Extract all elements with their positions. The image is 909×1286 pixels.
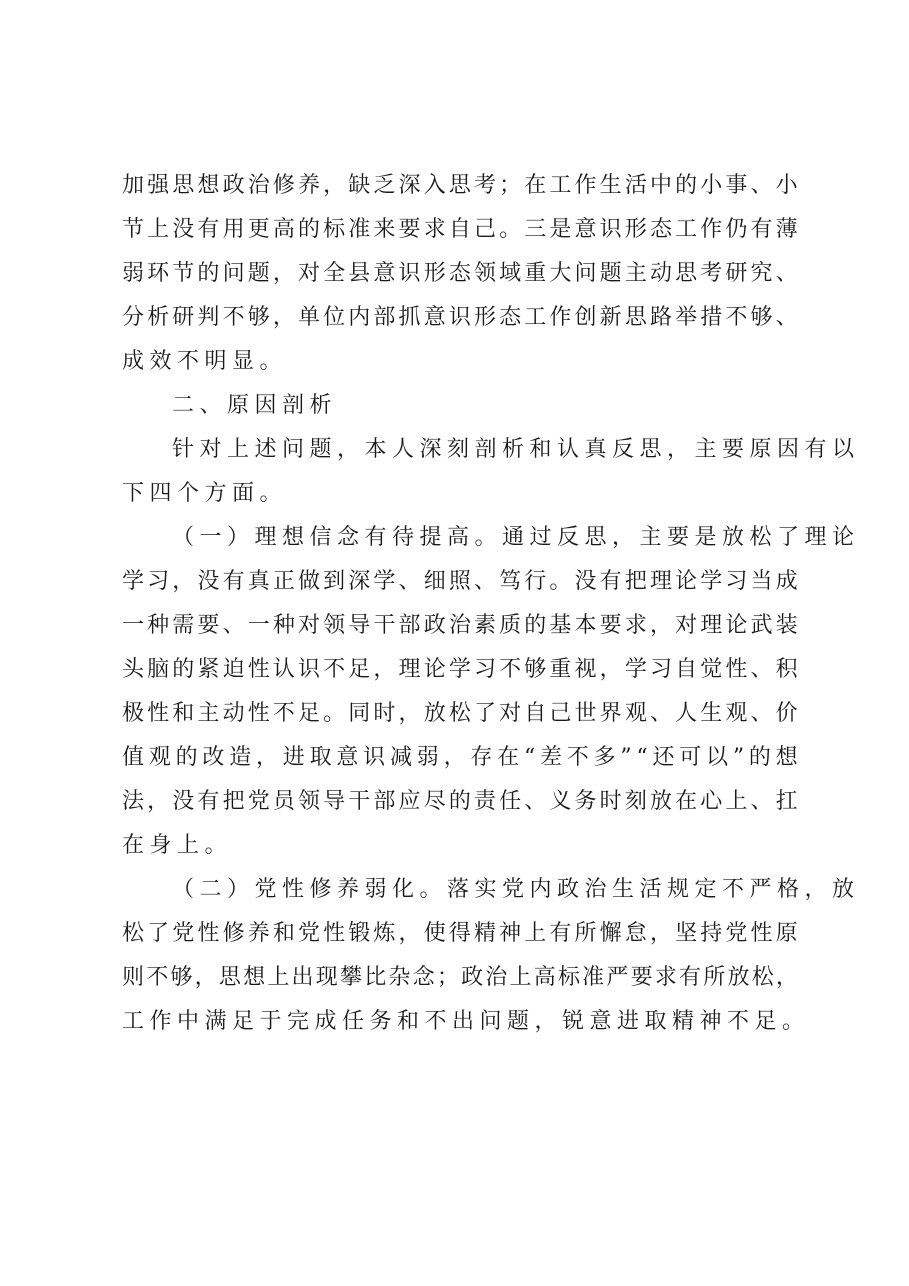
text-line-14: 值 观 的 改 造 ， 进 取 意 识 减 弱 ， 存 在 “ 差 不 多 ” “ 还 可 以 ” 的 想 <box>122 745 798 770</box>
text-line-16: 在身上。 <box>122 833 233 858</box>
text-line-11: 一 种 需 要 、 一 种 对 领 导 干 部 政 治 素 质 的 基 本 要 求 ， 对 理 论 武 装 <box>122 613 798 638</box>
text-line-4: 分 析 研 判 不 够 ， 单 位 内 部 抓 意 识 形 态 工 作 创 新 思 路 举 措 不 够 、 <box>122 305 798 330</box>
text-line-12: 头 脑 的 紧 迫 性 认 识 不 足 ， 理 论 学 习 不 够 重 视 ， 学 习 自 觉 性 、 积 <box>122 657 798 682</box>
text-line-8: 下四个方面。 <box>122 481 288 506</box>
section-heading: 二、原因剖析 <box>172 393 338 418</box>
text-line-20: 工作中满足于完成任务和不出问题，锐意进取精神不足。 <box>122 1009 810 1034</box>
text-line-13: 极 性 和 主 动 性 不 足 。 同 时 ， 放 松 了 对 自 己 世 界 观 、 人 生 观 、 价 <box>122 701 798 726</box>
text-line-7: 针对上述问题，本人深刻剖析和认真反思，主要原因有以 <box>172 437 860 462</box>
subsection-2-first-line: （二）党性修养弱化。落实党内政治生活规定不严格，放 <box>172 877 860 902</box>
text-line-3: 弱 环 节 的 问 题 ， 对 全 县 意 识 形 态 领 域 重 大 问 题 主 动 思 考 研 究 、 <box>122 261 798 286</box>
text-line-5: 成效不明显。 <box>122 349 288 374</box>
text-line-18: 松 了 党 性 修 养 和 党 性 锻 炼 ， 使 得 精 神 上 有 所 懈 怠 ， 坚 持 党 性 原 <box>122 921 798 946</box>
text-line-15: 法 ， 没 有 把 党 员 领 导 干 部 应 尽 的 责 任 、 义 务 时 刻 放 在 心 上 、 扛 <box>122 789 798 814</box>
text-line-10: 学 习 ， 没 有 真 正 做 到 深 学 、 细 照 、 笃 行 。 没 有 把 理 论 学 习 当 成 <box>122 569 798 594</box>
text-line-2: 节 上 没 有 用 更 高 的 标 准 来 要 求 自 己 。 三 是 意 识 形 态 工 作 仍 有 薄 <box>122 217 798 242</box>
subsection-1-first-line: （一）理想信念有待提高。通过反思，主要是放松了理论 <box>172 525 860 550</box>
text-line-19: 则 不 够 ， 思 想 上 出 现 攀 比 杂 念 ； 政 治 上 高 标 准 严 要 求 有 所 放 松 ， <box>122 965 798 990</box>
text-line-1: 加 强 思 想 政 治 修 养 ， 缺 乏 深 入 思 考 ； 在 工 作 生 活 中 的 小 事 、 小 <box>122 173 798 198</box>
